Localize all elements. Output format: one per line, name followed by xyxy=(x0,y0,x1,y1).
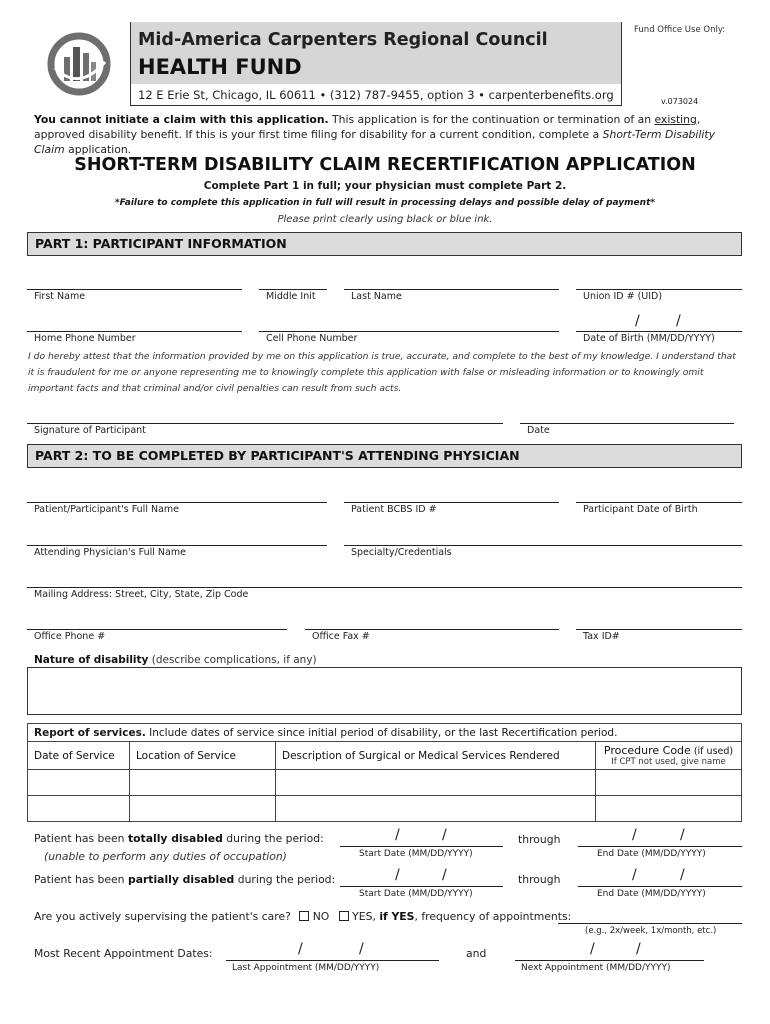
union-id-field[interactable] xyxy=(576,289,742,290)
notice-bold: You cannot initiate a claim with this application. xyxy=(34,113,329,126)
last-name-label: Last Name xyxy=(351,291,402,302)
date-slash: / xyxy=(680,827,685,843)
totally-bold: totally disabled xyxy=(127,832,223,845)
totally-disabled-label xyxy=(34,832,324,845)
office-fax-label: Office Fax # xyxy=(312,631,370,642)
first-name-label: First Name xyxy=(34,291,86,302)
home-phone-label: Home Phone Number xyxy=(34,333,136,344)
totally-note-text: (unable to perform any duties of occupation) xyxy=(44,850,287,863)
mailing-address-label: Mailing Address: Street, City, State, Zip Code xyxy=(34,589,249,600)
participant-dob-field[interactable] xyxy=(576,502,742,503)
cell-phone-field[interactable] xyxy=(259,331,559,332)
no-checkbox[interactable] xyxy=(299,911,309,921)
part1-header: PART 1: PARTICIPANT INFORMATION xyxy=(27,232,742,256)
date-slash: / xyxy=(442,867,447,883)
no-label: NO xyxy=(312,910,330,923)
next-appointment-field[interactable] xyxy=(515,960,704,961)
tax-id-field[interactable] xyxy=(576,629,742,630)
notice-underline: existing xyxy=(654,113,697,126)
tax-id-label: Tax ID# xyxy=(583,631,620,642)
yes-checkbox[interactable] xyxy=(339,911,349,921)
notice-text-2: , approved disability benefit. If this is your first time filing for disability for a current condition, complete a xyxy=(34,113,701,141)
form-version: v.073024 xyxy=(661,97,699,106)
partial-through-label: through xyxy=(518,873,561,886)
first-name-field[interactable] xyxy=(27,289,242,290)
attestation-text: I do hereby attest that the information provided by me on this application is true, accurate, and complete to the best of my knowledge. I understand that it is fraudulent for me or anyone representing me to knowingly complete this application with false or misleading information or to knowingly omit important facts and that criminal and/or civil penalties can result from such acts. xyxy=(28,351,736,394)
union-id-label: Union ID # (UID) xyxy=(583,291,663,302)
date-slash: / xyxy=(632,867,637,883)
total-through-label: through xyxy=(518,833,561,846)
frequency-field[interactable] xyxy=(558,923,742,924)
physician-name-field[interactable] xyxy=(27,545,327,546)
fund-logo xyxy=(27,22,131,106)
nature-of-disability-label xyxy=(34,654,317,666)
last-appointment-field[interactable] xyxy=(226,960,439,961)
part2-header: PART 2: TO BE COMPLETED BY PARTICIPANT'S ATTENDING PHYSICIAN xyxy=(27,444,742,468)
nature-bold: Nature of disability xyxy=(34,654,149,666)
bcbs-id-field[interactable] xyxy=(344,502,559,503)
office-fax-field[interactable] xyxy=(305,629,559,630)
nature-of-disability-box[interactable] xyxy=(27,667,742,715)
cell-location[interactable] xyxy=(130,796,276,822)
appointment-dates-label: Most Recent Appointment Dates: xyxy=(34,947,213,960)
bcbs-id-label: Patient BCBS ID # xyxy=(351,504,437,515)
office-phone-label: Office Phone # xyxy=(34,631,106,642)
cell-procedure[interactable] xyxy=(596,796,742,822)
procedure-label: Procedure Code xyxy=(603,744,691,757)
date-slash: / xyxy=(395,867,400,883)
partially-bold: partially disabled xyxy=(127,873,235,886)
date-slash: / xyxy=(635,313,640,329)
procedure-note: (if used) xyxy=(690,746,734,757)
date-slash: / xyxy=(359,941,364,957)
dob-field[interactable] xyxy=(576,331,742,332)
date-slash: / xyxy=(298,941,303,957)
home-phone-field[interactable] xyxy=(27,331,242,332)
date-slash: / xyxy=(676,313,681,329)
notice-text xyxy=(34,112,744,157)
subtitle-ink: Please print clearly using black or blue ink. xyxy=(277,214,493,225)
signature-field[interactable] xyxy=(27,423,503,424)
col-date-of-service: Date of Service xyxy=(28,742,130,770)
partial-end-date-field[interactable] xyxy=(578,886,742,887)
org-name: Mid-America Carpenters Regional Council xyxy=(138,30,548,50)
mailing-address-field[interactable] xyxy=(27,587,742,588)
notice-text-1: This application is for the continuation or termination of an xyxy=(328,113,655,126)
dob-label: Date of Birth (MM/DD/YYYY) xyxy=(583,333,715,344)
yes-label: YES, xyxy=(352,910,376,923)
last-appointment-label: Last Appointment (MM/DD/YYYY) xyxy=(232,963,380,973)
services-table xyxy=(27,723,742,822)
participant-dob-label: Participant Date of Birth xyxy=(583,504,698,515)
services-caption xyxy=(28,724,742,742)
services-caption-bold: Report of services. xyxy=(34,726,146,739)
subtitle-instructions: Complete Part 1 in full; your physician must complete Part 2. xyxy=(203,180,567,192)
partially-post: during the period: xyxy=(234,873,336,886)
date-slash: / xyxy=(590,941,595,957)
frequency-example: (e.g., 2x/week, 1x/month, etc.) xyxy=(585,926,717,936)
table-row xyxy=(28,796,742,822)
supervising-question xyxy=(34,910,571,923)
notice-italic: Short-Term Disability Claim xyxy=(34,128,716,156)
middle-init-label: Middle Init xyxy=(266,291,316,302)
cell-procedure[interactable] xyxy=(596,770,742,796)
last-name-field[interactable] xyxy=(344,289,559,290)
nature-note: (describe complications, if any) xyxy=(148,654,317,666)
date-slash: / xyxy=(680,867,685,883)
total-start-date-label: Start Date (MM/DD/YYYY) xyxy=(359,849,473,859)
col-procedure-code xyxy=(596,742,742,770)
cell-date[interactable] xyxy=(28,770,130,796)
partial-start-date-label: Start Date (MM/DD/YYYY) xyxy=(359,889,473,899)
and-label: and xyxy=(466,947,487,960)
col-description: Description of Surgical or Medical Services Rendered xyxy=(276,742,596,770)
col-location: Location of Service xyxy=(130,742,276,770)
partial-start-date-field[interactable] xyxy=(340,886,503,887)
middle-init-field[interactable] xyxy=(259,289,327,290)
table-row xyxy=(28,770,742,796)
logo-box xyxy=(27,22,131,106)
specialty-label: Specialty/Credentials xyxy=(351,547,452,558)
cell-phone-label: Cell Phone Number xyxy=(266,333,358,344)
totally-post: during the period: xyxy=(222,832,324,845)
notice-text-3: application. xyxy=(64,143,132,156)
partially-pre: Patient has been xyxy=(34,873,128,886)
office-use-label: Fund Office Use Only: xyxy=(634,25,726,35)
cell-description[interactable] xyxy=(276,770,596,796)
signature-date-field[interactable] xyxy=(520,423,734,424)
patient-name-label: Patient/Participant's Full Name xyxy=(34,504,180,515)
subtitle-warning: *Failure to complete this application in full will result in processing delays and possible delay of payment* xyxy=(114,198,656,208)
services-caption-text: Include dates of service since initial period of disability, or the last Recertification period. xyxy=(145,726,618,739)
totally-pre: Patient has been xyxy=(34,832,128,845)
total-end-date-field[interactable] xyxy=(578,846,742,847)
date-slash: / xyxy=(632,827,637,843)
physician-name-label: Attending Physician's Full Name xyxy=(34,547,186,558)
partial-end-date-label: End Date (MM/DD/YYYY) xyxy=(597,889,706,899)
total-end-date-label: End Date (MM/DD/YYYY) xyxy=(597,849,706,859)
date-slash: / xyxy=(636,941,641,957)
cell-location[interactable] xyxy=(130,770,276,796)
specialty-field[interactable] xyxy=(344,545,742,546)
totally-note xyxy=(44,850,287,863)
signature-date-label: Date xyxy=(527,425,550,436)
procedure-sub: If CPT not used, give name xyxy=(611,757,726,767)
cell-description[interactable] xyxy=(276,796,596,822)
partially-disabled-label xyxy=(34,873,335,886)
patient-name-field[interactable] xyxy=(27,502,327,503)
signature-label: Signature of Participant xyxy=(34,425,146,436)
fund-address: 12 E Erie St, Chicago, IL 60611 • (312) 787-9455, option 3 • carpenterbenefits.org xyxy=(138,88,614,102)
if-yes-label: if YES xyxy=(379,910,415,923)
total-start-date-field[interactable] xyxy=(340,846,503,847)
fund-name: HEALTH FUND xyxy=(138,55,302,79)
frequency-label: , frequency of appointments: xyxy=(414,910,572,923)
form-title: SHORT-TERM DISABILITY CLAIM RECERTIFICATION APPLICATION xyxy=(74,155,696,175)
date-slash: / xyxy=(395,827,400,843)
office-phone-field[interactable] xyxy=(27,629,287,630)
supervising-text: Are you actively supervising the patient's care? xyxy=(34,910,291,923)
next-appointment-label: Next Appointment (MM/DD/YYYY) xyxy=(521,963,671,973)
cell-date[interactable] xyxy=(28,796,130,822)
date-slash: / xyxy=(442,827,447,843)
